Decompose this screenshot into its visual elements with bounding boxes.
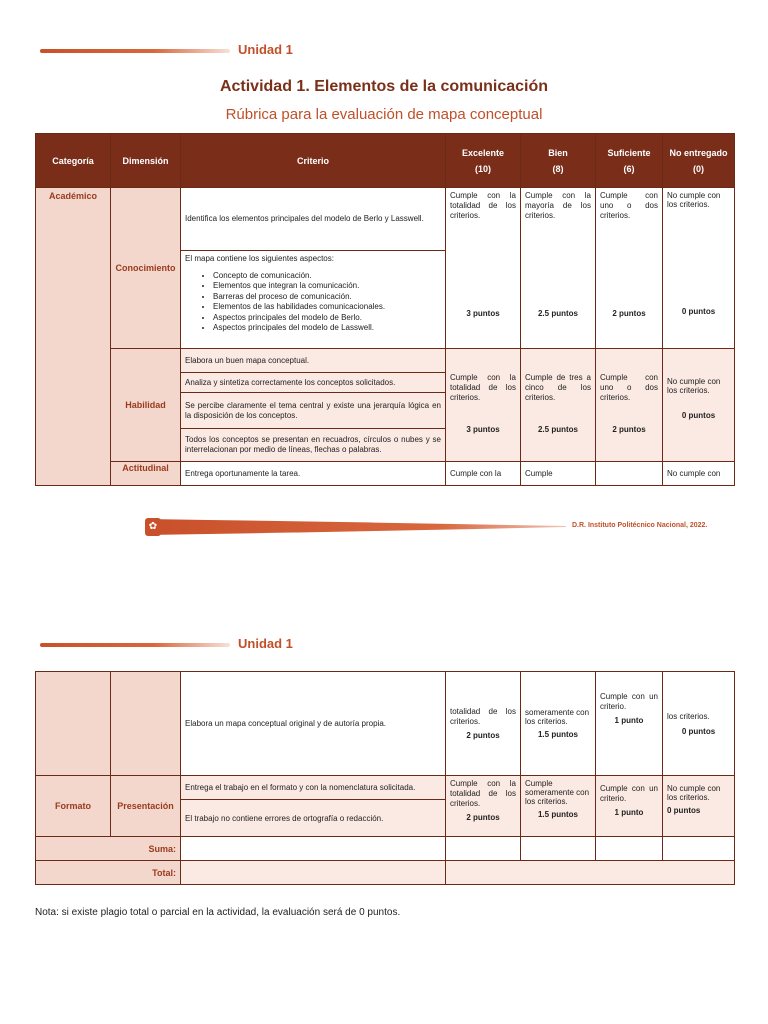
criterion-cell: Entrega el trabajo en el formato y con la nomenclatura solicitada. xyxy=(181,776,446,800)
bien-text: Cumple con la mayoría de los criterios. xyxy=(525,191,591,220)
table-row xyxy=(36,188,735,251)
criterion-cell: Identifica los elementos principales del modelo de Berlo y Lasswell. xyxy=(181,188,446,251)
no-entregado-text: No cumple con los criterios. xyxy=(667,377,721,395)
suficiente-cell xyxy=(596,776,663,837)
header-no-entregado-points: (0) xyxy=(693,163,704,174)
institution-logo-icon: ✿ xyxy=(145,518,161,536)
excelente-cell xyxy=(446,188,521,349)
plagiarism-note: Nota: si existe plagio total o parcial en la actividad, la evaluación será de 0 puntos. xyxy=(35,907,401,918)
no-entregado-cell xyxy=(663,349,735,462)
header-bien-label: Bien xyxy=(548,147,568,158)
excelente-text: Cumple con la totalidad de los criterios. xyxy=(450,779,516,808)
page-subtitle: Rúbrica para la evaluación de mapa conceptual xyxy=(225,106,543,123)
suma-cell xyxy=(181,837,446,861)
no-entregado-points: 0 puntos xyxy=(667,806,701,815)
no-entregado-cell xyxy=(663,188,735,349)
suma-cell xyxy=(446,837,521,861)
bien-text: someramente con los criterios. xyxy=(525,708,590,726)
bien-cell xyxy=(521,672,596,776)
criterion-cell: Elabora un mapa conceptual original y de autoría propia. xyxy=(181,672,446,776)
table-row xyxy=(36,462,735,486)
suma-cell xyxy=(596,837,663,861)
category-cell xyxy=(36,672,111,776)
page-title: Actividad 1. Elementos de la comunicación xyxy=(219,78,549,95)
criterion-cell xyxy=(181,251,446,349)
no-entregado-text: los criterios. xyxy=(667,711,710,721)
suma-row xyxy=(36,837,735,861)
suma-cell xyxy=(663,837,735,861)
header-excelente-points: (10) xyxy=(474,163,491,174)
no-entregado-text: No cumple con los criterios. xyxy=(667,784,721,802)
header-criterio: Criterio xyxy=(181,134,446,188)
suficiente-cell xyxy=(596,462,663,486)
suficiente-points: 1 punto xyxy=(614,808,644,817)
excelente-cell xyxy=(446,349,521,462)
criterion-cell: El trabajo no contiene errores de ortografía o redacción. xyxy=(181,800,446,837)
list-item: • Elementos de las habilidades comunicacionales. xyxy=(213,302,441,312)
unit-label: Unidad 1 xyxy=(238,42,293,57)
no-entregado-points: 0 puntos xyxy=(681,307,716,316)
unit-header-bar xyxy=(40,643,230,647)
category-formato: Formato xyxy=(36,776,111,837)
criterion-list xyxy=(213,271,441,333)
excelente-text: Cumple con la totalidad de los criterios. xyxy=(450,191,516,220)
list-item: • Aspectos principales del modelo de Berlo. xyxy=(213,313,441,323)
no-entregado-points: 0 puntos xyxy=(681,726,716,736)
header-suficiente-label: Suficiente xyxy=(607,147,651,158)
unit-header-bar xyxy=(40,49,230,53)
suficiente-cell xyxy=(596,672,663,776)
list-item: • Concepto de comunicación. xyxy=(213,271,441,281)
total-cell xyxy=(446,861,735,885)
criterion-cell: Elabora un buen mapa conceptual. xyxy=(181,349,446,373)
criterion-cell: Analiza y sintetiza correctamente los conceptos solicitados. xyxy=(181,373,446,393)
bien-points: 1.5 puntos xyxy=(537,730,578,739)
header-dimension: Dimensión xyxy=(111,134,181,188)
bien-cell xyxy=(521,188,596,349)
list-item: • Elementos que integran la comunicación. xyxy=(213,281,441,291)
suficiente-text: Cumple con un criterio. xyxy=(600,784,658,803)
total-row xyxy=(36,861,735,885)
dimension-habilidad: Habilidad xyxy=(111,349,181,462)
suficiente-cell xyxy=(596,349,663,462)
footer-swoosh xyxy=(146,518,566,536)
excelente-points: 2 puntos xyxy=(466,730,500,740)
table-row xyxy=(36,672,735,776)
dimension-cell xyxy=(111,672,181,776)
header-suficiente xyxy=(596,134,663,188)
header-excelente-label: Excelente xyxy=(461,147,505,158)
excelente-cell xyxy=(446,672,521,776)
excelente-points: 3 puntos xyxy=(466,309,500,318)
list-item: • Aspectos principales del modelo de Lasswell. xyxy=(213,323,441,333)
dimension-conocimiento: Conocimiento xyxy=(111,188,181,349)
header-bien xyxy=(521,134,596,188)
no-entregado-cell xyxy=(663,776,735,837)
criterion-cell: Todos los conceptos se presentan en recuadros, círculos o nubes y se interrelacionan por medio de líneas, flechas o palabras. xyxy=(181,429,446,462)
bien-text: Cumple de tres a cinco de los criterios. xyxy=(525,373,591,402)
suficiente-points: 2 puntos xyxy=(612,309,646,318)
bien-points: 2.5 puntos xyxy=(537,425,578,434)
suficiente-text: Cumple con uno o dos criterios. xyxy=(600,373,658,402)
header-bien-points: (8) xyxy=(552,163,564,174)
rubric-table-continued xyxy=(35,671,735,885)
suficiente-points: 2 puntos xyxy=(612,425,646,434)
rubric-table xyxy=(35,133,735,486)
suficiente-points: 1 punto xyxy=(614,716,644,725)
excelente-cell: Cumple con la xyxy=(446,462,521,486)
excelente-points: 2 puntos xyxy=(466,813,500,822)
suficiente-text: Cumple con uno o dos criterios. xyxy=(600,191,658,220)
no-entregado-cell: No cumple con xyxy=(663,462,735,486)
category-academico: Académico xyxy=(36,188,111,486)
criterion-cell: Se percibe claramente el tema central y existe una jerarquía lógica en la disposición de los conceptos. xyxy=(181,393,446,429)
criterion-intro: El mapa contiene los siguientes aspectos: xyxy=(185,254,334,263)
excelente-text: Cumple con la totalidad de los criterios. xyxy=(450,373,516,402)
bien-cell xyxy=(521,776,596,837)
footer-credit: D.R. Instituto Politécnico Nacional, 2022. xyxy=(572,522,708,529)
total-cell xyxy=(181,861,446,885)
excelente-cell xyxy=(446,776,521,837)
criterion-cell: Entrega oportunamente la tarea. xyxy=(181,462,446,486)
excelente-text: totalidad de los criterios. xyxy=(450,706,516,726)
list-item: • Barreras del proceso de comunicación. xyxy=(213,292,441,302)
bien-cell: Cumple xyxy=(521,462,596,486)
suma-label: Suma: xyxy=(36,837,181,861)
excelente-points: 3 puntos xyxy=(466,425,500,434)
bien-cell xyxy=(521,349,596,462)
total-label: Total: xyxy=(36,861,181,885)
no-entregado-points: 0 puntos xyxy=(681,411,716,420)
header-categoria: Categoría xyxy=(36,134,111,188)
header-row xyxy=(36,134,735,188)
dimension-presentacion: Presentación xyxy=(111,776,181,837)
header-no-entregado-label: No entregado xyxy=(669,147,728,158)
no-entregado-text: No cumple con los criterios. xyxy=(667,191,721,209)
bien-points: 2.5 puntos xyxy=(537,309,578,318)
header-suficiente-points: (6) xyxy=(623,163,635,174)
header-no-entregado xyxy=(663,134,735,188)
table-row xyxy=(36,349,735,373)
bien-text: Cumple someramente con los criterios. xyxy=(525,779,590,806)
bien-points: 1.5 puntos xyxy=(537,810,578,819)
suficiente-cell xyxy=(596,188,663,349)
no-entregado-cell xyxy=(663,672,735,776)
header-excelente xyxy=(446,134,521,188)
suma-cell xyxy=(521,837,596,861)
unit-label: Unidad 1 xyxy=(238,636,293,651)
table-row xyxy=(36,776,735,800)
dimension-actitudinal: Actitudinal xyxy=(111,462,181,486)
suficiente-text: Cumple con un criterio. xyxy=(600,692,658,711)
